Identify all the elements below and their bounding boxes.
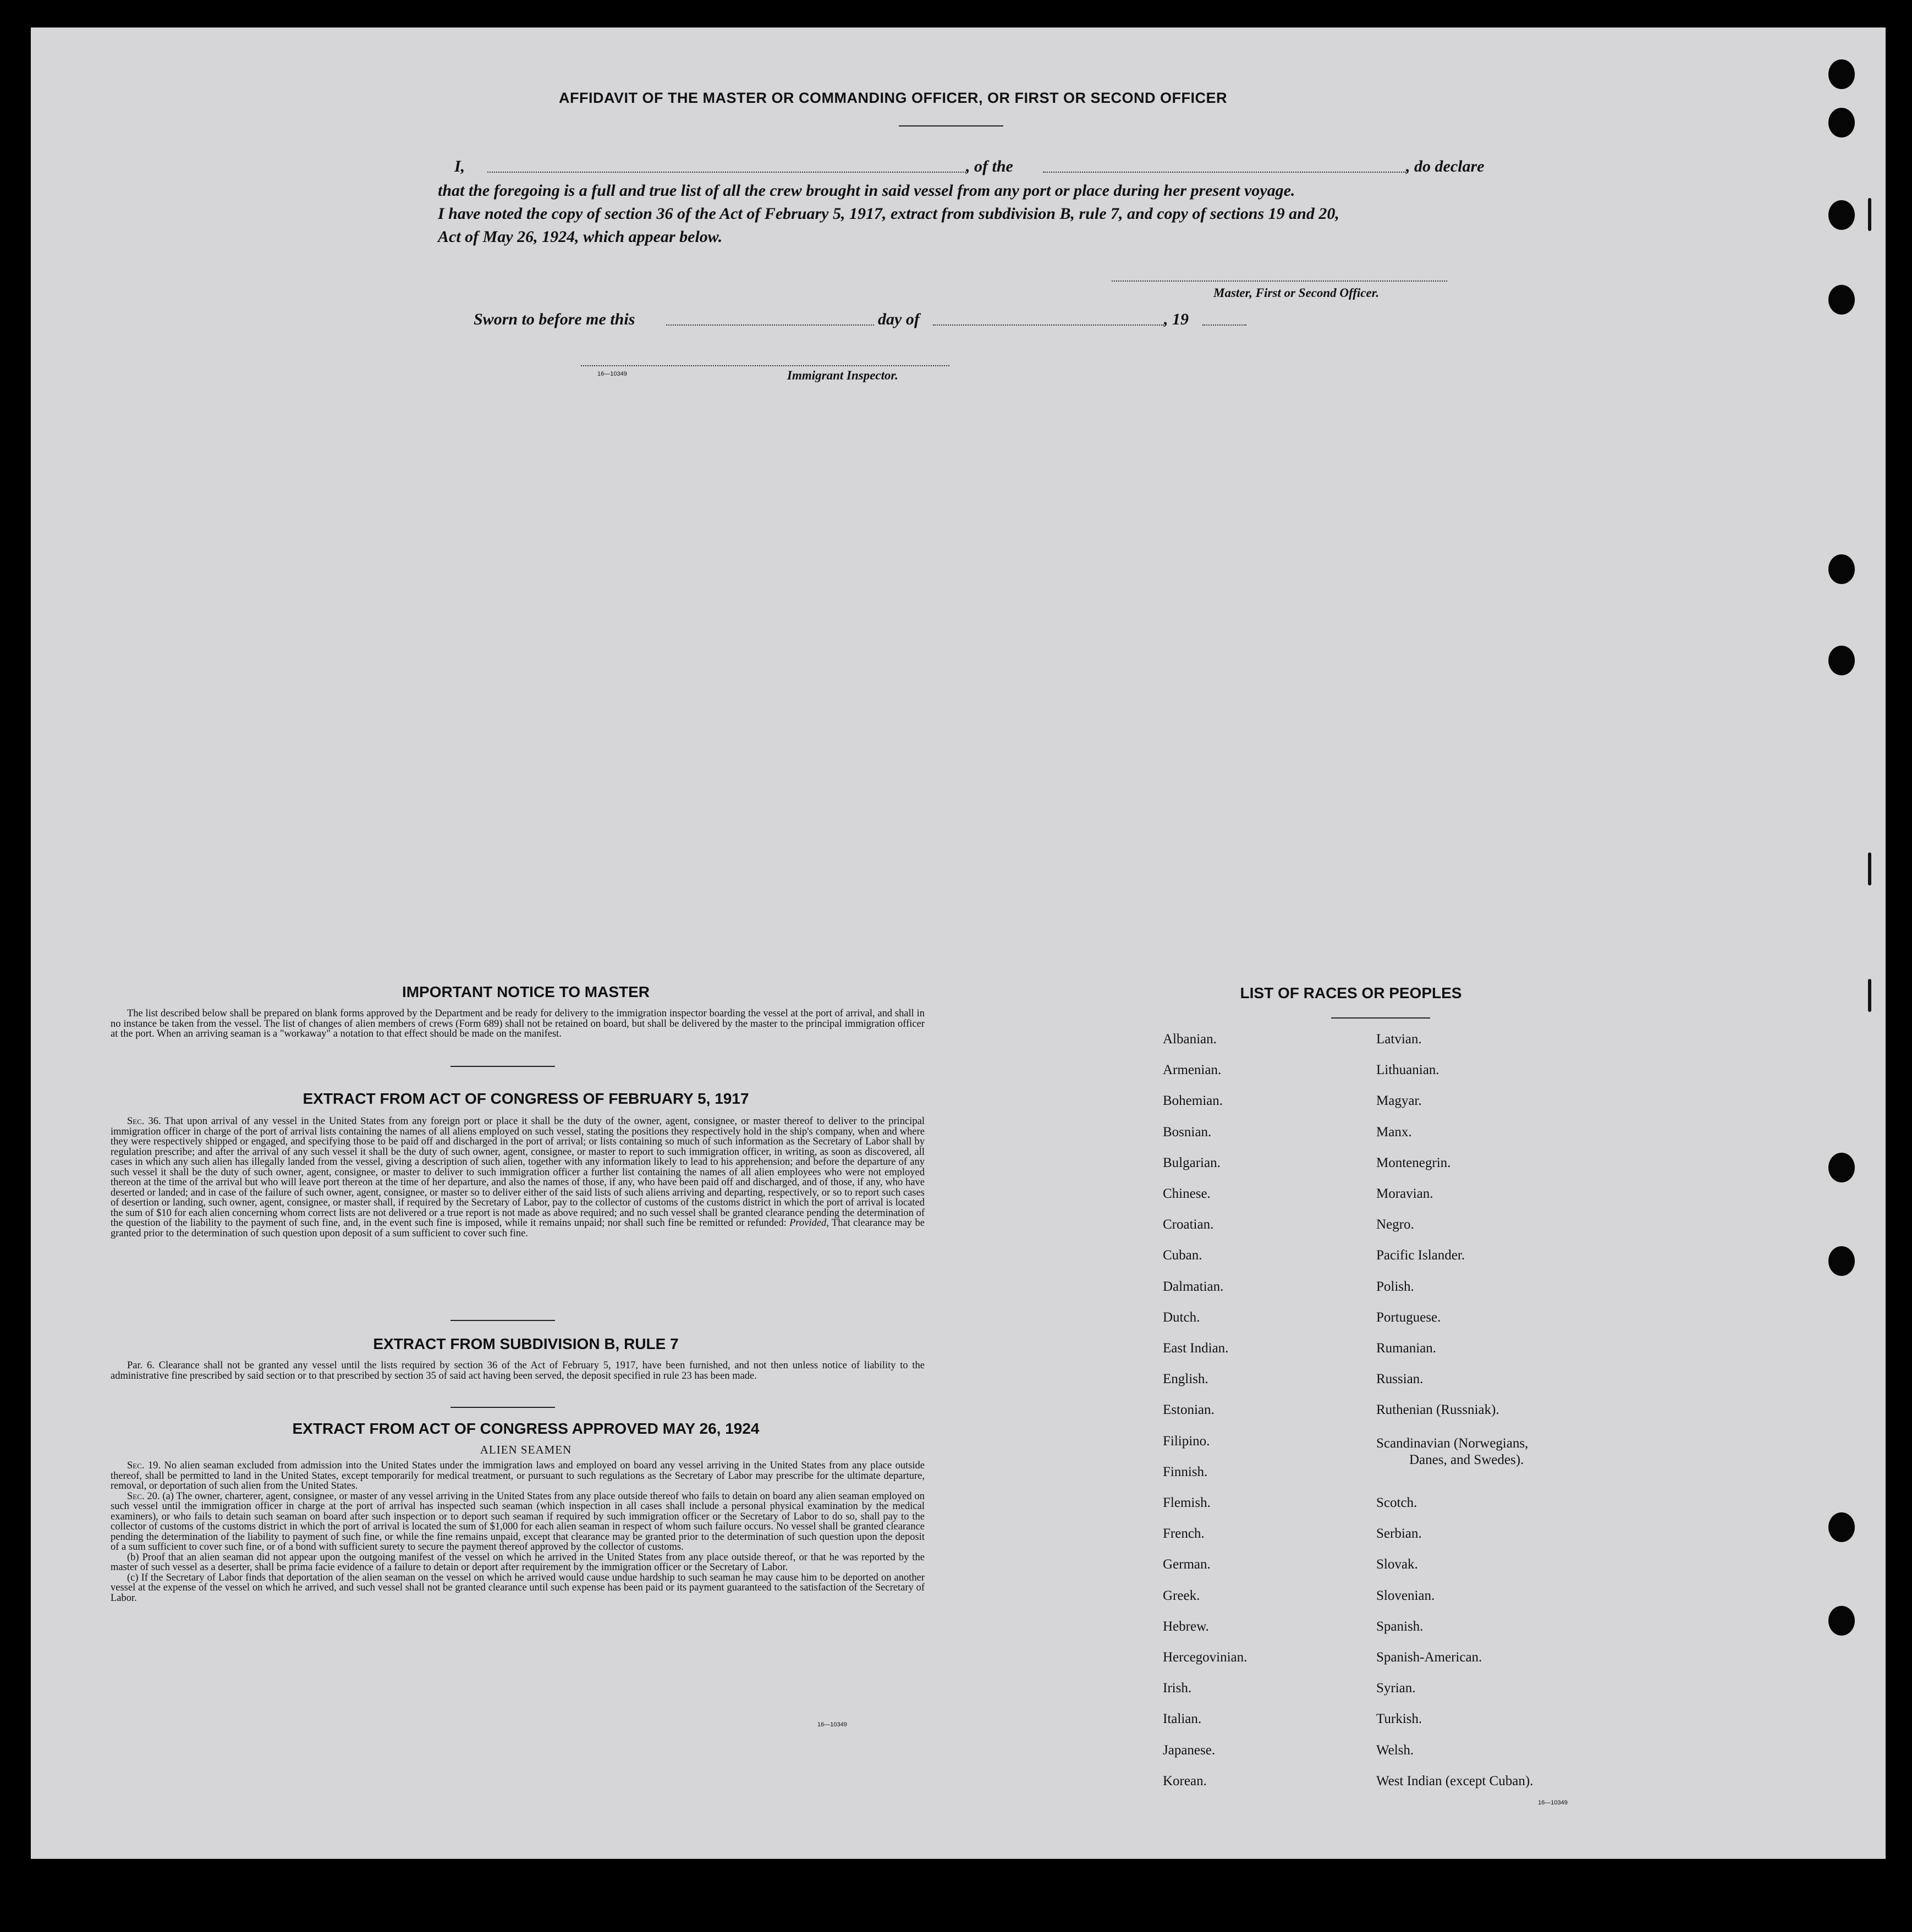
- race-item: Flemish.: [1163, 1495, 1211, 1510]
- race-item: Greek.: [1163, 1588, 1200, 1603]
- race-item: Scotch.: [1376, 1495, 1417, 1510]
- affidavit-line4: Act of May 26, 1924, which appear below.: [438, 228, 723, 246]
- race-item: Slovenian.: [1376, 1588, 1435, 1603]
- race-item: German.: [1163, 1557, 1211, 1572]
- race-item: Hercegovinian.: [1163, 1650, 1248, 1665]
- punch-hole: [1828, 554, 1855, 584]
- punch-hole: [1828, 1512, 1855, 1542]
- edge-mark: [1868, 198, 1871, 231]
- edge-mark: [1868, 852, 1871, 885]
- affidavit-title: AFFIDAVIT OF THE MASTER OR COMMANDING OFFICER, OR FIRST OR SECOND OFFICER: [559, 90, 1227, 106]
- race-item: East Indian.: [1163, 1341, 1229, 1356]
- form-number: 16—10349: [597, 371, 627, 377]
- race-item: Turkish.: [1376, 1711, 1422, 1727]
- race-item: Armenian.: [1163, 1063, 1222, 1078]
- race-item: Finnish.: [1163, 1464, 1208, 1479]
- form-number: 16—10349: [817, 1721, 847, 1728]
- race-item: Welsh.: [1376, 1742, 1414, 1758]
- rule7-text: [111, 1361, 925, 1381]
- form-page: [31, 27, 1886, 1859]
- races-title: LIST OF RACES OR PEOPLES: [1240, 984, 1462, 1001]
- punch-hole: [1828, 108, 1855, 137]
- affidavit-declare: , do declare: [1406, 157, 1485, 175]
- race-item: Japanese.: [1163, 1742, 1216, 1758]
- year-label: , 19: [1164, 310, 1189, 328]
- sec-20c-body: (c) If the Secretary of Labor finds that deportation of the alien seaman on the vessel on which he arrived would cause undue hardship to such seaman he may cause him to be deported on another vessel at the expense of the vessel on which he arrived, and such vessel shall not be granted clearance until such expense has been paid or its payment guaranteed to the satisfaction of the Secretary of Labor.: [111, 1572, 925, 1604]
- affidavit-line3: I have noted the copy of section 36 of the Act of February 5, 1917, extract from subdivision B, rule 7, and copy of sections 19 and 20,: [438, 205, 1339, 223]
- race-item: Chinese.: [1163, 1186, 1211, 1201]
- race-item: Dutch.: [1163, 1309, 1200, 1325]
- race-item: Spanish.: [1376, 1619, 1424, 1634]
- extract-1924-text: [111, 1461, 925, 1603]
- race-item: Spanish-American.: [1376, 1650, 1482, 1665]
- sec-36-label: Sec. 36.: [127, 1116, 161, 1127]
- race-item: Manx.: [1376, 1124, 1412, 1140]
- rule7-paragraph: Par. 6. Clearance shall not be granted any vessel until the lists required by section 36 of the Act of February 5, 1917, have been furnished, and not then unless notice of liability to the administrative fine prescribed by said section or to that prescribed by section 35 of said act having been served, the deposit specified in rule 23 has been made.: [111, 1360, 925, 1381]
- sec-19-label: Sec. 19.: [127, 1460, 161, 1471]
- title-rule: [899, 125, 1003, 126]
- master-signature-line[interactable]: [1112, 280, 1447, 282]
- sworn-label: Sworn to before me this: [474, 310, 635, 328]
- section-rule: [450, 1407, 555, 1408]
- race-item: Albanian.: [1163, 1032, 1217, 1047]
- race-item: Bulgarian.: [1163, 1155, 1221, 1170]
- race-item: Negro.: [1376, 1217, 1414, 1232]
- sec-20b-body: (b) Proof that an alien seaman did not appear upon the outgoing manifest of the vessel on which he arrived in the United States from any place outside thereof, or that he was reported by the master of such vessel as a deserter, shall be prima facie evidence of a failure to detain or deport after requirement by the immigration officer or the Secretary of Labor.: [111, 1551, 925, 1573]
- notice-text: [111, 1009, 925, 1039]
- punch-hole: [1828, 1606, 1855, 1636]
- race-item: English.: [1163, 1372, 1208, 1387]
- race-item: Korean.: [1163, 1773, 1207, 1788]
- race-item: Syrian.: [1376, 1681, 1416, 1696]
- race-item: Montenegrin.: [1376, 1155, 1451, 1170]
- sworn-day-line[interactable]: [666, 324, 874, 326]
- extract-1924-title: EXTRACT FROM ACT OF CONGRESS APPROVED MAY 26, 1924: [292, 1420, 760, 1437]
- sec-36-body: That upon arrival of any vessel in the United States from any foreign port or place it shall be the duty of the owner, agent, consignee, or master thereof to deliver to the principal immigration officer in charge of the port of arrival lists containing the names of all aliens employed on such vessel, stating the positions they respectively hold in the ship's company, when and where they were respectively shipped or engaged, and specifying those to be paid off and discharged in the port of arrival; or lists containing so much of such information as the Secretary of Labor shall by regulation prescribe; and after the arrival of any such vessel it shall be the duty of such owner, agent, consignee, or master to report to such immigration officer, in writing, as soon as discovered, all cases in which any such alien has illegally landed from the vessel, giving a description of such alien, together with any information likely to lead to his apprehension; and before the departure of any such vessel it shall be the duty of such owner, agent, consignee, or master to deliver to such immigration officer a further list containing the names of all alien employees who were not employed thereon at the time of the arrival but who will leave port thereon at the time of her departure, and also the names of those, if any, who have been paid off and discharged, and of those, if any, who have deserted or landed; and in case of the failure of such owner, agent, consignee, or master so to deliver either of the said lists of such aliens arriving and departing, respectively, or so to report such cases of desertion or landing, such owner, agent, consignee, or master shall, if required by the Secretary of Labor, pay to the collector of customs of the customs district in which the port of arrival is located the sum of $10 for each alien concerning whom correct lists are not delivered or a true report is not made as above required; and no such vessel shall be granted clearance pending the determination of the question of the liability to the payment of such fine, and, in the event such fine is imposed, while it remains unpaid; nor shall such fine be remitted or refunded:: [111, 1116, 925, 1229]
- section-rule: [450, 1320, 555, 1321]
- edge-mark: [1868, 979, 1871, 1012]
- day-of-label: day of: [878, 310, 920, 328]
- race-item: Lithuanian.: [1376, 1063, 1440, 1078]
- sworn-month-line[interactable]: [933, 324, 1164, 326]
- race-item: West Indian (except Cuban).: [1376, 1773, 1534, 1788]
- affidavit-of-the: , of the: [966, 157, 1013, 175]
- extract-1917-title: EXTRACT FROM ACT OF CONGRESS OF FEBRUARY 5, 1917: [303, 1090, 749, 1107]
- master-label: Master, First or Second Officer.: [1213, 286, 1380, 300]
- races-rule: [1331, 1017, 1430, 1019]
- punch-hole: [1828, 646, 1855, 675]
- race-item: Latvian.: [1376, 1032, 1422, 1047]
- provided-word: Provided,: [789, 1218, 829, 1229]
- race-item: Portuguese.: [1376, 1309, 1441, 1325]
- race-item: French.: [1163, 1526, 1205, 1542]
- notice-title: IMPORTANT NOTICE TO MASTER: [402, 983, 650, 1000]
- inspector-signature-line[interactable]: [581, 365, 949, 366]
- sec-20a-body: (a) The owner, charterer, agent, consignee, or master of any vessel arriving in the United States from any place outside thereof who fails to detain on board any alien seaman employed on such vessel until the immigration officer in charge at the port of arrival has inspected such seaman (which inspection in all cases shall include a personal physical examination by the medical examiners), or who fails to detain such seaman on board after such inspection or to deport such seaman if required by such immigration officer or the Secretary of Labor to do so, shall pay to the collector of customs of the customs district in which the port of arrival is located the sum of $1,000 for each alien seaman in respect of whom such failure occurs. No vessel shall be granted clearance pending the determination of the liability to payment of such fine, or while the fine remains unpaid, except that clearance may be granted prior to the determination of such question upon the deposit of a sum sufficient to cover such fine, or of a bond with sufficient surety to secure the payment thereof approved by the collector of customs.: [111, 1490, 925, 1553]
- race-item: Italian.: [1163, 1711, 1202, 1727]
- race-item: Serbian.: [1376, 1526, 1422, 1542]
- vessel-fill-line[interactable]: [1043, 172, 1406, 173]
- race-item: Filipino.: [1163, 1433, 1210, 1449]
- punch-hole: [1828, 285, 1855, 315]
- punch-hole: [1828, 1153, 1855, 1182]
- race-item: Scandinavian (Norwegians,: [1376, 1435, 1529, 1451]
- sworn-year-line[interactable]: [1202, 324, 1246, 326]
- race-item: Hebrew.: [1163, 1619, 1209, 1634]
- race-item: Bosnian.: [1163, 1124, 1212, 1140]
- punch-hole: [1828, 200, 1855, 230]
- sec-36-tail: That clearance may be granted prior to the determination of such question upon deposit of a sum sufficient to cover such fine.: [111, 1218, 925, 1239]
- race-item: Moravian.: [1376, 1186, 1433, 1201]
- race-item: Dalmatian.: [1163, 1279, 1224, 1294]
- race-item: Ruthenian (Russniak).: [1376, 1402, 1499, 1418]
- race-item: Magyar.: [1376, 1093, 1422, 1109]
- extract-1917-text: [111, 1116, 925, 1239]
- race-item: Russian.: [1376, 1372, 1424, 1387]
- name-fill-line[interactable]: [487, 172, 966, 173]
- race-item: Cuban.: [1163, 1248, 1202, 1263]
- race-item: Pacific Islander.: [1376, 1248, 1465, 1263]
- notice-paragraph: The list described below shall be prepared on blank forms approved by the Department and be ready for delivery to the immigration inspector boarding the vessel at the port of arrival, and shall in no instance be taken from the vessel. The list of changes of alien members of crews (Form 689) shall not be retained on board, but shall be delivered by the master to the principal immigration officer at the port. When an arriving seaman is a "workaway" a notation to that effect should be made on the manifest.: [111, 1008, 925, 1039]
- race-item: Bohemian.: [1163, 1093, 1223, 1109]
- race-item: Polish.: [1376, 1279, 1414, 1294]
- section-rule: [450, 1066, 555, 1067]
- race-item: Croatian.: [1163, 1217, 1214, 1232]
- race-item: Rumanian.: [1376, 1341, 1437, 1356]
- sec-19-body: No alien seaman excluded from admission into the United States under the immigration laws and employed on board any vessel arriving in the United States from any place outside thereof, shall be permitted to land in the United States, except temporarily for medical treatment, or pursuant to such regulations as the Secretary of Labor may prescribe for the ultimate departure, removal, or deportation of such alien from the United States.: [111, 1460, 925, 1491]
- rule7-title: EXTRACT FROM SUBDIVISION B, RULE 7: [373, 1335, 679, 1352]
- form-number: 16—10349: [1538, 1799, 1568, 1806]
- punch-hole: [1828, 59, 1855, 89]
- alien-seamen-subtitle: ALIEN SEAMEN: [480, 1443, 572, 1456]
- race-item: Irish.: [1163, 1681, 1192, 1696]
- race-item: Estonian.: [1163, 1402, 1215, 1418]
- affidavit-i: I,: [454, 157, 465, 175]
- sec-20-label: Sec. 20.: [127, 1490, 160, 1502]
- race-item: Slovak.: [1376, 1557, 1418, 1572]
- affidavit-line2: that the foregoing is a full and true list of all the crew brought in said vessel from any port or place during her present voyage.: [438, 181, 1295, 200]
- inspector-label: Immigrant Inspector.: [787, 368, 898, 382]
- punch-hole: [1828, 1246, 1855, 1276]
- race-item: Danes, and Swedes).: [1409, 1452, 1524, 1467]
